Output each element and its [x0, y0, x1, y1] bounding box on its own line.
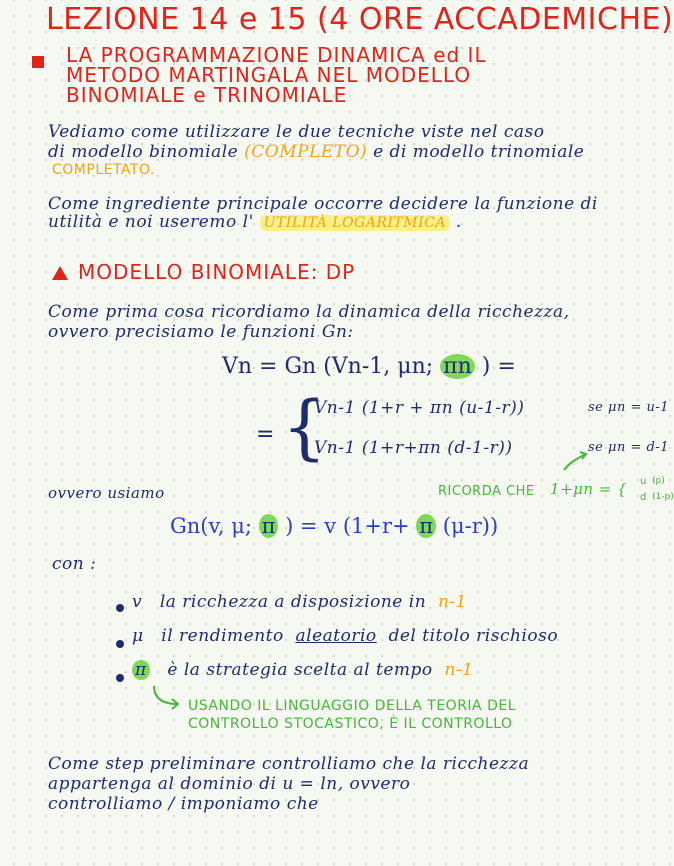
intro-completo: (COMPLETO) [244, 142, 368, 162]
ricorda-label: RICORDA CHE [438, 484, 535, 499]
bullet-dot-2 [116, 640, 124, 648]
intro-text-c: e di modello trinomiale [373, 142, 585, 162]
final-line-2: appartenga al dominio di u = ln, ovvero [48, 774, 411, 794]
utility-highlight: UTILITÀ LOGARITMICA [260, 215, 450, 231]
case-2-condition: se μn = d-1 [588, 440, 669, 455]
pi-highlight-1: π [259, 514, 279, 538]
utility-line-1: Come ingrediente principale occorre decidere la funzione di [48, 194, 598, 214]
bullet-2-text-c: del titolo rischioso [388, 626, 559, 646]
control-note-line-1: USANDO IL LINGUAGGIO DELLA TEORIA DEL [188, 698, 516, 714]
bullet-2 [132, 626, 558, 646]
bullet-2-text-a: il rendimento [161, 626, 284, 646]
ovvero-usiamo: ovvero usiamo [48, 484, 165, 502]
case-1-condition: se μn = u-1 [588, 400, 670, 415]
utility-line-2 [48, 212, 462, 232]
pi-highlight-2: π [416, 514, 436, 538]
red-triangle-icon [52, 266, 68, 280]
equation-vn-lhs: Vn = Gn (Vn-1, μn; [222, 354, 434, 379]
page-title: LEZIONE 14 e 15 (4 ORE ACCADEMICHE) [46, 2, 674, 37]
bullet-2-symbol: μ [132, 626, 144, 646]
green-hook-arrow-icon [150, 684, 184, 710]
bullet-1-symbol: v [132, 592, 143, 612]
recall-line-2: ovvero precisiamo le funzioni Gn: [48, 322, 354, 342]
green-arrow-icon [560, 448, 590, 474]
equation-gn-mid: ) = v (1+r+ [285, 514, 410, 538]
cases-eq-sign: = [256, 422, 275, 447]
con-label: con : [52, 554, 97, 574]
equation-vn-rhs: ) = [481, 354, 516, 379]
bullet-dot-3 [116, 674, 124, 682]
bullet-1-text: la ricchezza a disposizione in [159, 592, 427, 612]
bullet-3-symbol: π [132, 660, 150, 680]
final-line-3: controlliamo / imponiamo che [48, 794, 319, 814]
recall-line-1: Come prima cosa ricordiamo la dinamica della ricchezza, [48, 302, 570, 322]
equation-gn-rhs: (μ-r)) [442, 514, 499, 538]
red-square-bullet [32, 56, 44, 68]
utility-text-a: utilità e noi useremo l' [48, 212, 254, 232]
control-note-line-2: CONTROLLO STOCASTICO, È IL CONTROLLO [188, 716, 513, 732]
bullet-3-n: n-1 [444, 660, 474, 680]
bullet-1 [132, 592, 467, 612]
equation-vn [222, 354, 516, 379]
bullet-3-text: è la strategia scelta al tempo [167, 660, 433, 680]
case-2-expr: Vn-1 (1+r+πn (d-1-r)) [314, 438, 513, 458]
intro-line-2 [48, 142, 584, 162]
equation-gn [170, 514, 498, 538]
bullet-dot-1 [116, 604, 124, 612]
utility-text-c: . [455, 212, 462, 232]
ricorda-expr: 1+μn = { [550, 480, 628, 498]
ricorda-pu: (p) [652, 476, 665, 486]
ricorda-pd: (1-p) [652, 492, 674, 502]
intro-text-a: di modello binomiale [48, 142, 239, 162]
ricorda-u: u [640, 476, 647, 487]
equation-gn-lhs: Gn(v, μ; [170, 514, 252, 538]
subtitle-line-1: LA PROGRAMMAZIONE DINAMICA ed IL [66, 43, 487, 67]
ricorda-d: d [640, 492, 647, 503]
subtitle-line-2: METODO MARTINGALA NEL MODELLO [66, 63, 472, 87]
bullet-3 [132, 660, 473, 680]
bullet-1-n: n-1 [437, 592, 467, 612]
bullet-2-text-b: aleatorio [295, 626, 377, 646]
intro-completato: COMPLETATO. [52, 162, 155, 178]
cases-brace: { [282, 386, 327, 468]
section-title: MODELLO BINOMIALE: DP [78, 260, 356, 284]
pi-n-highlight: πn [440, 354, 475, 379]
subtitle-line-3: BINOMIALE e TRINOMIALE [66, 83, 348, 107]
case-1-expr: Vn-1 (1+r + πn (u-1-r)) [314, 398, 525, 418]
intro-line-1: Vediamo come utilizzare le due tecniche viste nel caso [48, 122, 545, 142]
final-line-1: Come step preliminare controlliamo che la ricchezza [48, 754, 530, 774]
